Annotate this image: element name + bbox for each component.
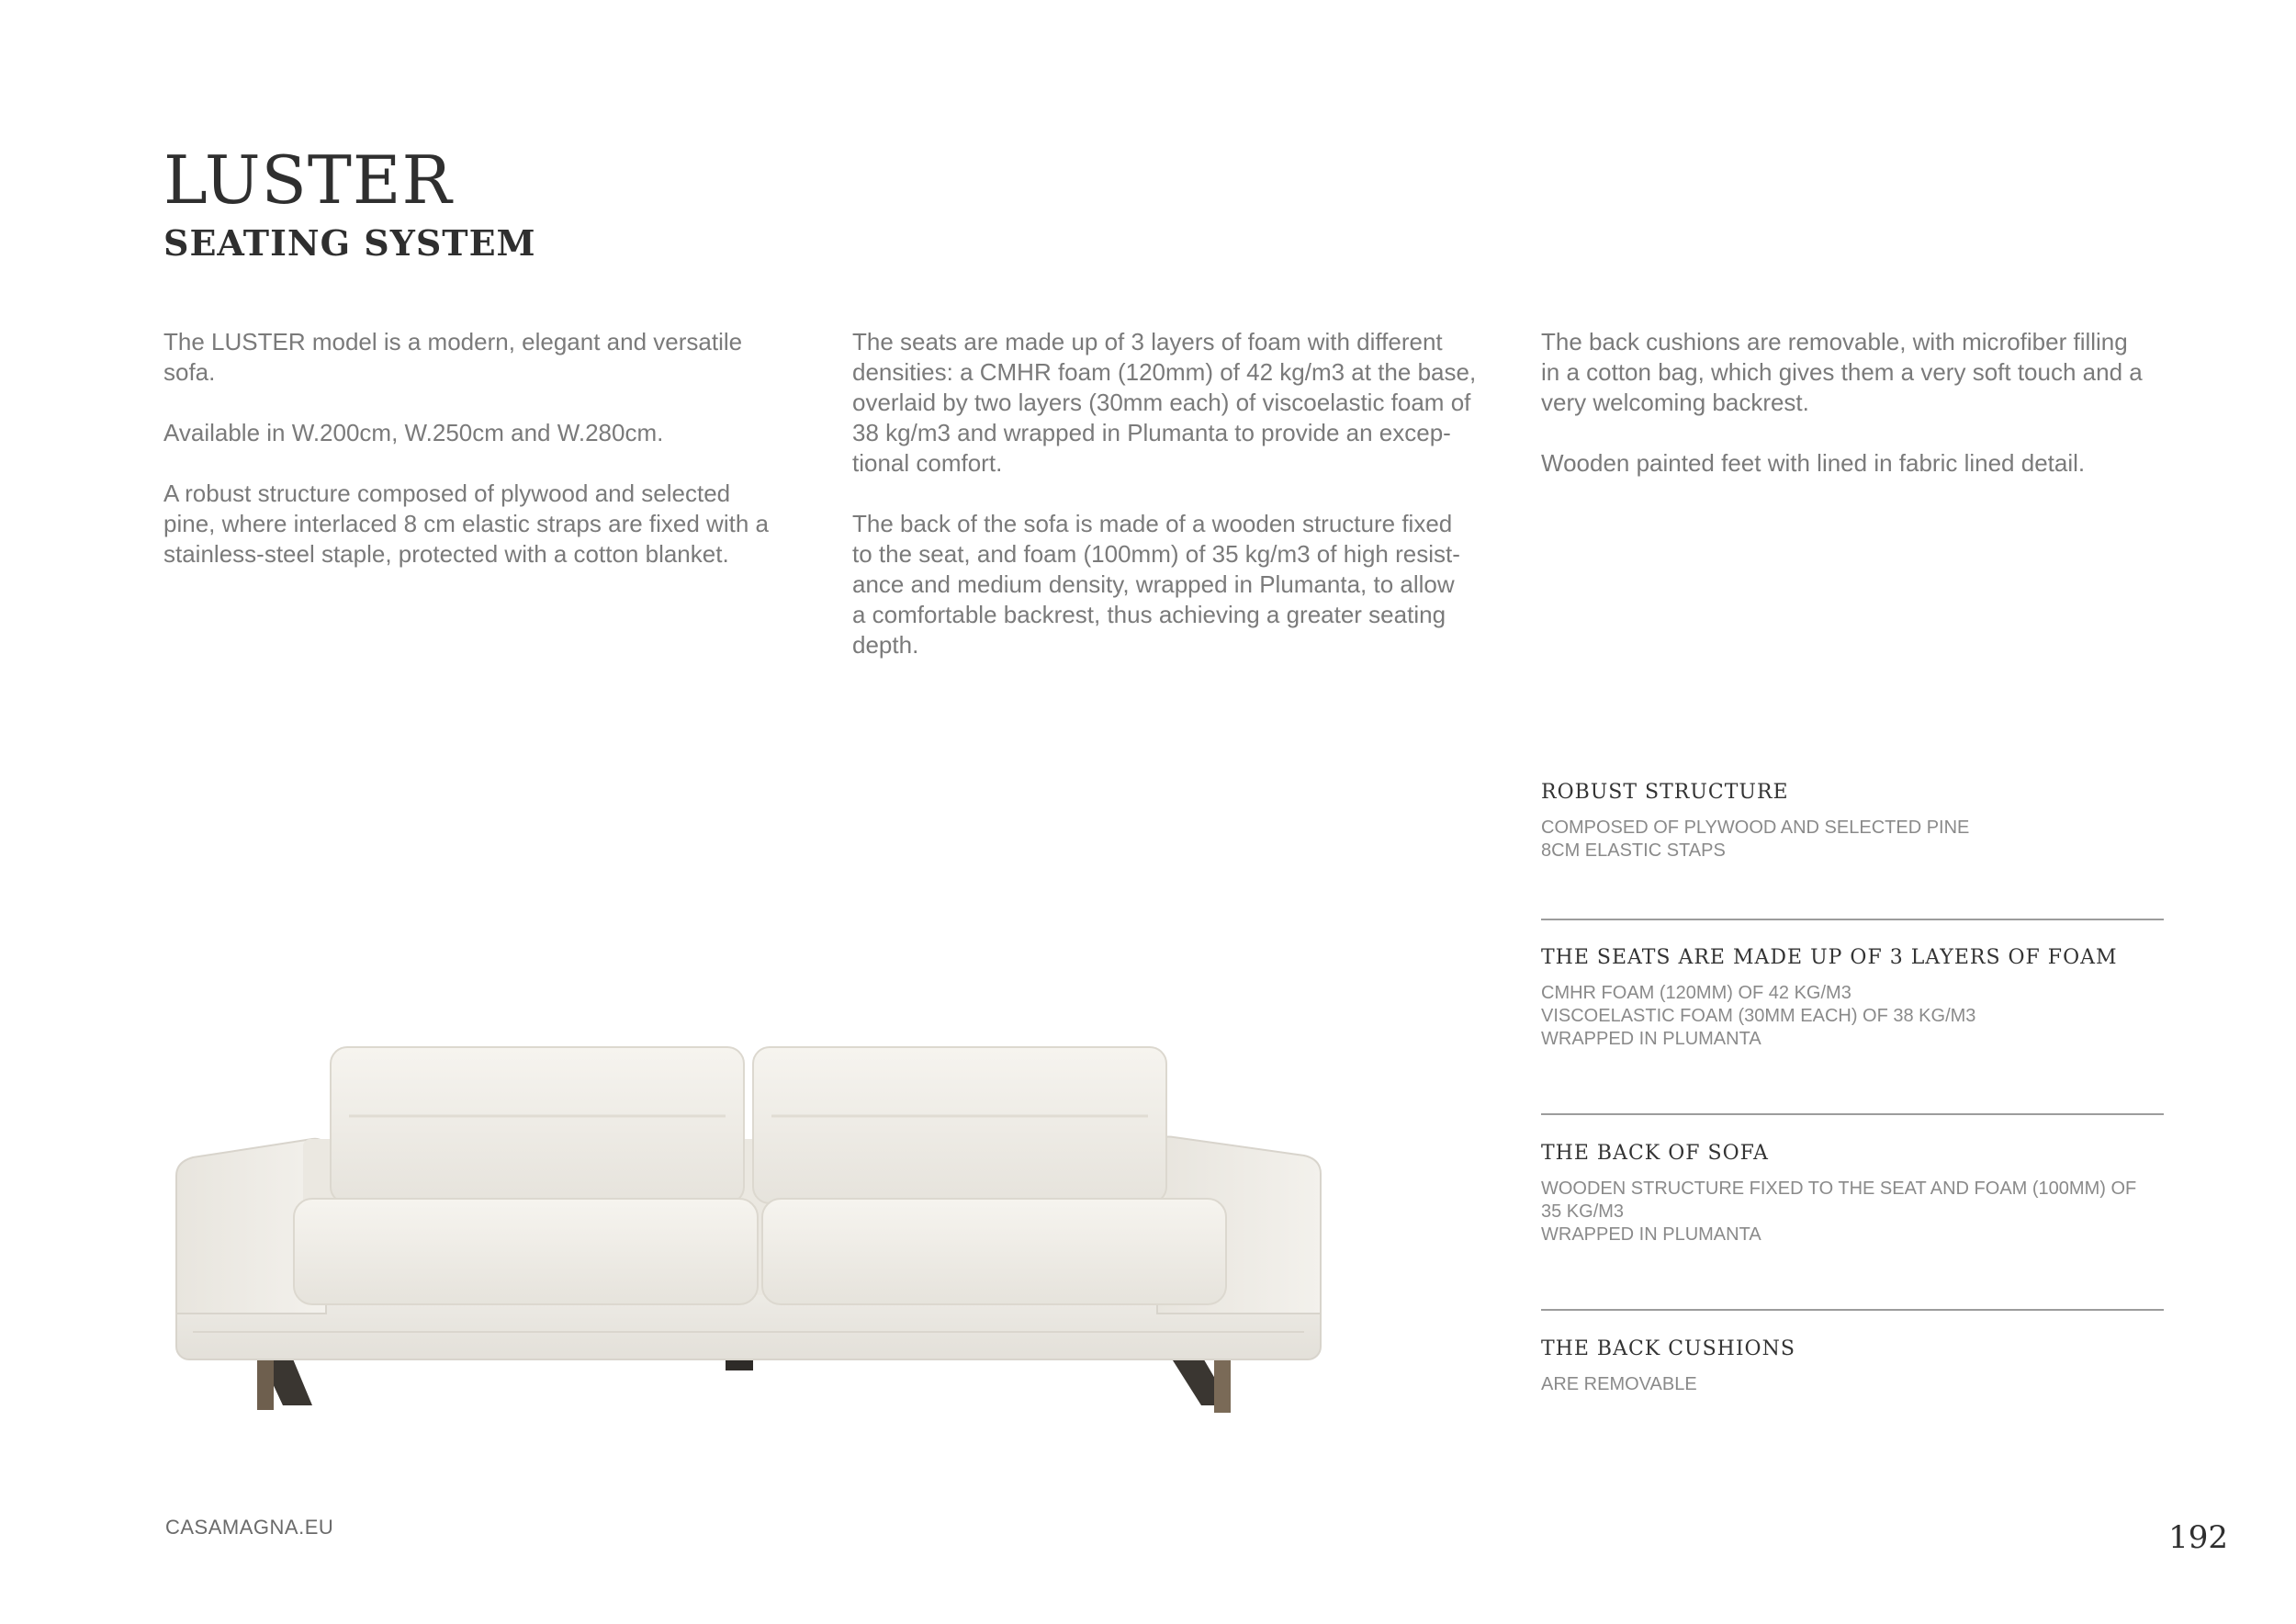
feature-line: ARE REMOVABLE — [1541, 1374, 1697, 1394]
feature-heading: THE SEATS ARE MADE UP OF 3 LAYERS OF FOAM — [1541, 946, 2118, 969]
feature-lines — [1541, 1373, 2164, 1396]
description-paragraph: Available in W.200cm, W.250cm and W.280cm. — [163, 419, 664, 446]
feature-robust-structure — [1541, 781, 2164, 863]
feature-back-of-sofa — [1541, 1142, 2164, 1246]
description-column-3 — [1541, 327, 2175, 509]
feature-heading: THE BACK OF SOFA — [1541, 1142, 1769, 1165]
feature-back-cushions — [1541, 1337, 2164, 1396]
feature-lines — [1541, 1178, 2164, 1246]
feature-seats-foam — [1541, 946, 2164, 1051]
feature-lines — [1541, 817, 2164, 863]
feature-line: WOODEN STRUCTURE FIXED TO THE SEAT AND FOAM (100MM) OF — [1541, 1179, 2137, 1199]
divider — [1541, 1309, 2164, 1311]
description-paragraph: The LUSTER model is a modern, elegant and versatile sofa. — [163, 328, 743, 386]
product-subtitle: SEATING SYSTEM — [163, 222, 536, 264]
feature-line: 35 KG/M3 — [1541, 1201, 1625, 1222]
feature-line: WRAPPED IN PLUMANTA — [1541, 1224, 1761, 1245]
feature-lines — [1541, 982, 2164, 1051]
feature-line: COMPOSED OF PLYWOOD AND SELECTED PINE — [1541, 818, 1970, 838]
sofa-image — [165, 1038, 1341, 1424]
feature-line: 8CM ELASTIC STAPS — [1541, 840, 1726, 861]
feature-line: WRAPPED IN PLUMANTA — [1541, 1029, 1761, 1049]
feature-heading: THE BACK CUSHIONS — [1541, 1337, 1795, 1360]
divider — [1541, 1113, 2164, 1115]
description-paragraph: The back of the sofa is made of a wooden structure fixed to the seat, and foam (100mm) of 35 kg/m3 of high resist- ance and medium density, wrapped in Plumanta, to allow a comfortable backrest, thus achieving a greater seating depth. — [852, 510, 1460, 659]
description-paragraph: A robust structure composed of plywood and selected pine, where interlaced 8 cm elastic straps are fixed with a stainless-steel staple, protected with a cotton blanket. — [163, 479, 769, 568]
feature-line: CMHR FOAM (120MM) OF 42 KG/M3 — [1541, 983, 1851, 1003]
description-paragraph: Wooden painted feet with lined in fabric lined detail. — [1541, 449, 2086, 477]
product-title: LUSTER — [163, 141, 453, 219]
feature-heading: ROBUST STRUCTURE — [1541, 781, 1789, 804]
website-link[interactable]: CASAMAGNA.EU — [165, 1516, 334, 1539]
description-paragraph: The seats are made up of 3 layers of foam with different densities: a CMHR foam (120mm) of 42 kg/m3 at the base, overlaid by two layers (30mm each) of viscoelastic foam of 38 kg/m3 and wrapped in Plumanta to provide an excep- tional comfort. — [852, 328, 1477, 477]
description-column-2 — [852, 327, 1486, 691]
page-number: 192 — [2168, 1519, 2228, 1556]
feature-line: VISCOELASTIC FOAM (30MM EACH) OF 38 KG/M3 — [1541, 1006, 1976, 1026]
description-paragraph: The back cushions are removable, with microfiber filling in a cotton bag, which gives them a very soft touch and a very welcoming backrest. — [1541, 328, 2143, 416]
description-column-1 — [163, 327, 797, 600]
divider — [1541, 919, 2164, 920]
